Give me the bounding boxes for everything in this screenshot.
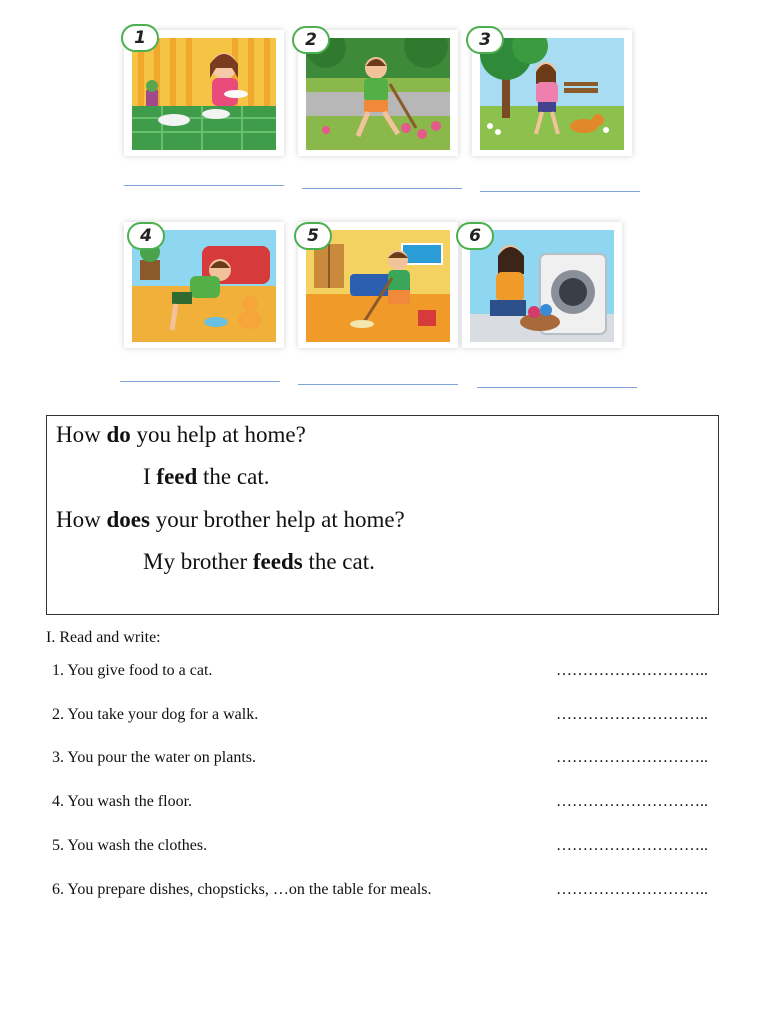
answer-blank-5[interactable]: ……………………….. xyxy=(556,837,708,854)
picture-number-2: 2 xyxy=(292,26,330,54)
girl-setting-table-illustration xyxy=(132,38,276,150)
boy-mopping-floor-illustration xyxy=(306,230,450,342)
picture-number-4: 4 xyxy=(127,222,165,250)
answer-1-end: the cat. xyxy=(197,464,270,489)
grammar-example-box xyxy=(46,415,719,615)
answer-1-verb: feed xyxy=(156,464,198,489)
answer-1-start: I xyxy=(143,464,157,489)
answer-blank-4[interactable]: ……………………….. xyxy=(556,793,708,810)
answer-2-end: the cat. xyxy=(302,549,375,574)
answer-line-3[interactable] xyxy=(480,191,640,192)
picture-number-6: 6 xyxy=(456,222,494,250)
picture-card-5 xyxy=(298,222,458,348)
picture-card-3 xyxy=(472,30,632,156)
answer-line-1[interactable] xyxy=(124,185,284,186)
answer-2 xyxy=(143,549,375,575)
answer-blank-1[interactable]: ……………………….. xyxy=(556,662,708,679)
picture-card-4 xyxy=(124,222,284,348)
picture-number-3: 3 xyxy=(466,26,504,54)
question-1-verb: do xyxy=(106,422,131,447)
picture-card-1 xyxy=(124,30,284,156)
question-2-start: How xyxy=(56,507,107,532)
answer-1 xyxy=(143,464,269,490)
answer-2-start: My brother xyxy=(143,549,253,574)
picture-number-1: 1 xyxy=(121,24,159,52)
question-2 xyxy=(56,507,405,533)
picture-card-2 xyxy=(298,30,458,156)
question-2-verb: does xyxy=(106,507,150,532)
answer-line-2[interactable] xyxy=(302,188,462,189)
exercise-item-6: 6. You prepare dishes, chopsticks, …on the table for meals. xyxy=(52,881,432,898)
exercise-item-2: 2. You take your dog for a walk. xyxy=(52,706,259,723)
exercise-item-5: 5. You wash the clothes. xyxy=(52,837,208,854)
question-1-end: you help at home? xyxy=(130,422,306,447)
exercise-item-1: 1. You give food to a cat. xyxy=(52,662,213,679)
answer-blank-3[interactable]: ……………………….. xyxy=(556,749,708,766)
boy-sweeping-yard-illustration xyxy=(306,38,450,150)
exercise-title: I. Read and write: xyxy=(46,629,161,646)
answer-line-6[interactable] xyxy=(477,387,637,388)
girl-walking-dog-illustration xyxy=(480,38,624,150)
answer-line-4[interactable] xyxy=(120,381,280,382)
answer-blank-6[interactable]: ……………………….. xyxy=(556,881,708,898)
picture-card-6 xyxy=(462,222,622,348)
answer-2-verb: feeds xyxy=(252,549,303,574)
exercise-item-3: 3. You pour the water on plants. xyxy=(52,749,256,766)
answer-line-5[interactable] xyxy=(298,384,458,385)
question-2-end: your brother help at home? xyxy=(149,507,405,532)
question-1 xyxy=(56,422,306,448)
answer-blank-2[interactable]: ……………………….. xyxy=(556,706,708,723)
exercise-item-4: 4. You wash the floor. xyxy=(52,793,193,810)
picture-number-5: 5 xyxy=(294,222,332,250)
question-1-start: How xyxy=(56,422,107,447)
mother-washing-clothes-illustration xyxy=(470,230,614,342)
